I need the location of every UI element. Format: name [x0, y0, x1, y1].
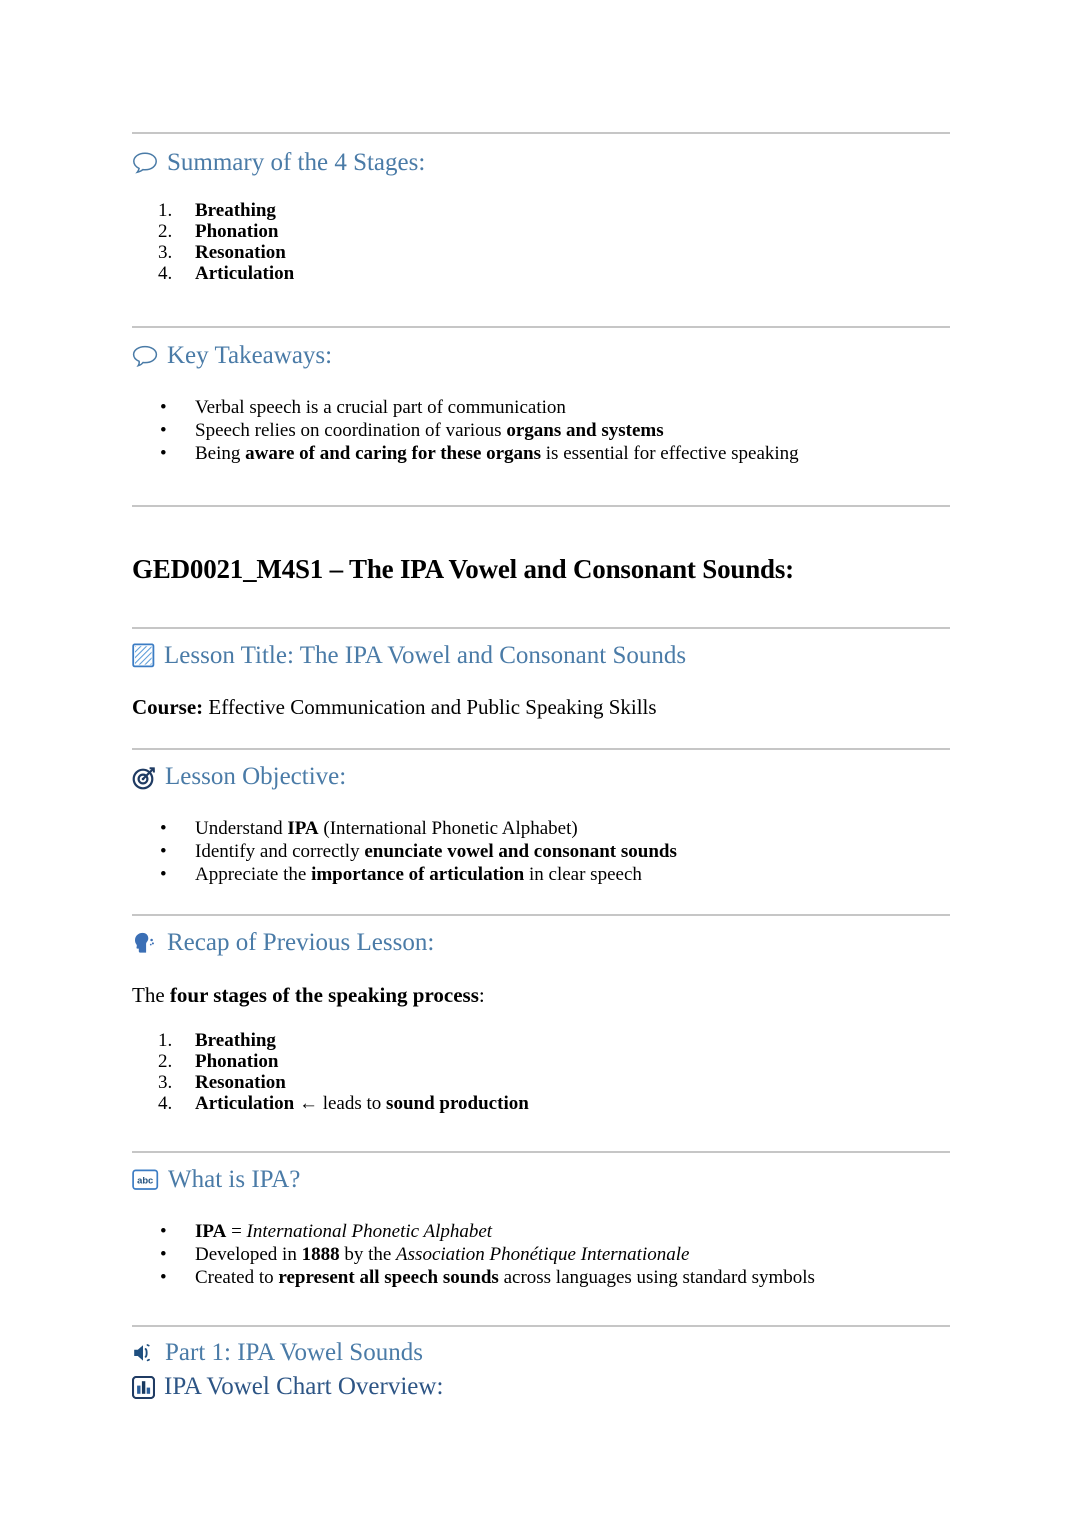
list-text: Resonation	[195, 241, 286, 263]
list-text-tail: is essential for effective speaking	[541, 442, 799, 464]
summary-heading-label: Summary of the 4 Stages:	[167, 149, 426, 176]
bullet-marker: •	[160, 1266, 167, 1288]
list-item	[132, 864, 950, 885]
course-line	[132, 695, 950, 719]
bar-chart-icon	[132, 1376, 155, 1399]
list-number: 4.	[158, 1092, 173, 1114]
list-text-italic: International Phonetic Alphabet	[246, 1220, 493, 1242]
key-takeaways-heading-label: Key Takeaways:	[167, 341, 333, 369]
list-text-lead: Being	[195, 442, 246, 464]
speaking-head-icon	[132, 931, 158, 955]
course-label: Course:	[132, 695, 204, 720]
list-text-bold: IPA	[287, 818, 319, 839]
summary-list	[132, 200, 950, 284]
list-text-mid: =	[226, 1220, 247, 1242]
page-title: GED0021_M4S1 – The IPA Vowel and Consonant Sounds:	[132, 553, 794, 584]
list-text-lead: Created to	[195, 1266, 279, 1288]
list-text-italic: Association Phonétique Internationale	[396, 1243, 690, 1265]
list-item	[132, 1221, 950, 1242]
course-value: Effective Communication and Public Speaking Skills	[203, 695, 657, 720]
list-number: 1.	[158, 199, 173, 221]
recap-intro-tail: :	[478, 982, 485, 1007]
list-text-bold: represent all speech sounds	[278, 1266, 499, 1288]
list-item	[132, 1051, 950, 1072]
list-item	[132, 200, 950, 221]
bullet-marker: •	[160, 841, 167, 862]
speaker-sound-icon	[132, 1342, 156, 1364]
list-text-bold: organs and systems	[506, 419, 664, 441]
list-text-bold: aware of and caring for these organs	[245, 442, 542, 464]
list-item	[132, 818, 950, 839]
list-number: 2.	[158, 1050, 173, 1072]
what-is-ipa-heading-label: What is IPA?	[168, 1165, 301, 1193]
what-is-ipa-list	[132, 1221, 950, 1288]
list-item	[132, 397, 950, 418]
recap-heading-label: Recap of Previous Lesson:	[167, 929, 435, 956]
list-text: Articulation	[195, 262, 295, 284]
list-item	[132, 1072, 950, 1093]
what-is-ipa-heading	[132, 1166, 950, 1195]
svg-text:abc: abc	[137, 1174, 154, 1186]
key-takeaways-list	[132, 397, 950, 464]
lesson-title-heading	[132, 642, 950, 671]
list-text-tail: (International Phonetic Alphabet)	[318, 818, 578, 839]
list-text-lead: Developed in	[195, 1243, 302, 1265]
list-item	[132, 1244, 950, 1265]
list-text-bold: enunciate vowel and consonant sounds	[364, 841, 677, 862]
bullet-marker: •	[160, 442, 167, 464]
abc-box-icon	[132, 1169, 159, 1191]
key-takeaways-heading	[132, 342, 950, 371]
lesson-objective-list	[132, 818, 950, 885]
chart-overview-heading-label: IPA Vowel Chart Overview:	[164, 1373, 444, 1401]
list-item	[132, 420, 950, 441]
speech-bubble-icon	[132, 344, 158, 368]
list-text-lead: Understand	[195, 818, 288, 839]
list-text: Phonation	[195, 220, 279, 242]
recap-intro	[132, 983, 950, 1007]
bullet-marker: •	[160, 864, 167, 885]
target-dart-icon	[132, 766, 156, 790]
list-text-suffix-bold: sound production	[386, 1092, 529, 1114]
list-text-mid: by the	[339, 1243, 397, 1265]
list-item	[132, 1093, 950, 1114]
list-number: 2.	[158, 220, 173, 242]
list-item	[132, 242, 950, 263]
list-text-tail: across languages using standard symbols	[498, 1266, 815, 1288]
bullet-marker: •	[160, 818, 167, 839]
chart-overview-heading	[132, 1373, 950, 1402]
bullet-marker: •	[160, 396, 167, 418]
list-text-lead: Speech relies on coordination of various	[195, 419, 507, 441]
list-number: 1.	[158, 1029, 173, 1051]
document-content	[132, 132, 950, 1402]
recap-list	[132, 1030, 950, 1114]
list-text-lead: Verbal speech is a crucial part of communication	[195, 396, 566, 418]
lesson-objective-heading-label: Lesson Objective:	[165, 763, 347, 791]
list-text: Articulation	[195, 1092, 295, 1114]
list-number: 3.	[158, 241, 173, 263]
list-text: Breathing	[195, 199, 276, 221]
part1-heading	[132, 1339, 950, 1368]
list-text: Resonation	[195, 1071, 286, 1093]
list-text-suffix: ← leads to	[294, 1092, 387, 1114]
bullet-marker: •	[160, 1243, 167, 1265]
list-item	[132, 443, 950, 464]
recap-intro-lead: The	[132, 982, 170, 1007]
list-text-lead: Appreciate the	[195, 864, 312, 885]
lesson-objective-heading	[132, 763, 950, 792]
list-number: 4.	[158, 262, 173, 284]
speech-bubble-icon	[132, 151, 158, 175]
notebook-page-icon	[132, 643, 155, 668]
list-text-tail: in clear speech	[524, 864, 642, 885]
list-item	[132, 1030, 950, 1051]
list-text-bold: 1888	[301, 1243, 340, 1265]
lesson-title-heading-label: Lesson Title: The IPA Vowel and Consonant Sounds	[164, 641, 687, 669]
list-text-bold: IPA	[195, 1220, 227, 1242]
list-text: Breathing	[195, 1029, 276, 1051]
part1-heading-label: Part 1: IPA Vowel Sounds	[165, 1338, 423, 1366]
list-item	[132, 263, 950, 284]
bullet-marker: •	[160, 1220, 167, 1242]
list-item	[132, 841, 950, 862]
list-item	[132, 221, 950, 242]
list-item	[132, 1267, 950, 1288]
recap-intro-bold: four stages of the speaking process	[169, 982, 479, 1007]
list-text-lead: Identify and correctly	[195, 841, 365, 862]
list-text: Phonation	[195, 1050, 279, 1072]
summary-heading	[132, 149, 950, 178]
recap-heading	[132, 929, 950, 958]
list-number: 3.	[158, 1071, 173, 1093]
list-text-bold: importance of articulation	[311, 864, 525, 885]
bullet-marker: •	[160, 419, 167, 441]
